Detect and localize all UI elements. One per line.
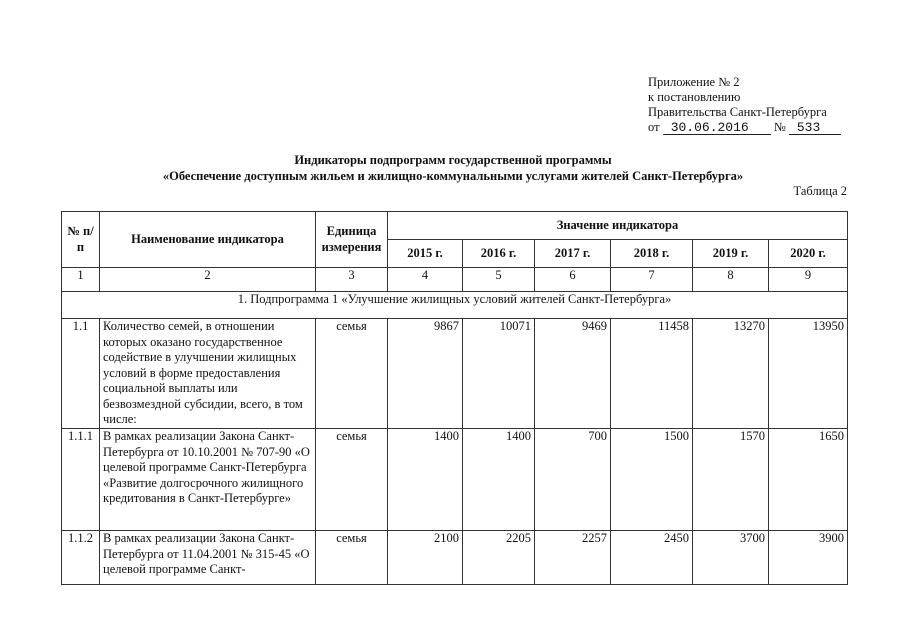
row-value: 700 — [535, 429, 611, 531]
row-unit: семья — [316, 429, 388, 531]
row-value: 1400 — [463, 429, 535, 531]
table-row — [62, 531, 848, 585]
header-value-group: Значение индикатора — [388, 212, 848, 240]
header-year: 2020 г. — [769, 240, 848, 268]
row-value: 2450 — [611, 531, 693, 585]
header-year: 2015 г. — [388, 240, 463, 268]
appendix-line-3: Правительства Санкт-Петербурга — [648, 105, 827, 119]
document-title — [60, 152, 846, 184]
row-value: 3700 — [693, 531, 769, 585]
row-name: В рамках реализации Закона Санкт-Петербурга от 11.04.2001 № 315-45 «О целевой программе Санкт- — [100, 531, 316, 585]
column-index: 9 — [769, 268, 848, 292]
column-index: 7 — [611, 268, 693, 292]
row-value: 1500 — [611, 429, 693, 531]
title-line-1: Индикаторы подпрограмм государственной программы — [294, 153, 612, 167]
row-value: 2257 — [535, 531, 611, 585]
header-num: № п/п — [62, 212, 100, 268]
row-value: 9867 — [388, 319, 463, 429]
handwritten-number: 533 — [789, 121, 841, 135]
row-value: 2100 — [388, 531, 463, 585]
header-year: 2016 г. — [463, 240, 535, 268]
row-value: 11458 — [611, 319, 693, 429]
section-title: 1. Подпрограмма 1 «Улучшение жилищных условий жителей Санкт-Петербурга» — [62, 292, 848, 319]
section-row — [62, 292, 848, 319]
row-value: 1400 — [388, 429, 463, 531]
row-value: 10071 — [463, 319, 535, 429]
header-row-1 — [62, 212, 848, 240]
row-value: 2205 — [463, 531, 535, 585]
row-value: 9469 — [535, 319, 611, 429]
table-label: Таблица 2 — [793, 184, 847, 198]
title-line-2: «Обеспечение доступным жильем и жилищно-коммунальными услугами жителей Санкт-Петербурга» — [162, 169, 744, 183]
row-name: Количество семей, в отношении которых оказано государственное содействие в улучшении жилищных условий в форме предоставления социальной выплаты или безвозмездной субсидии, всего, в том числе: — [100, 319, 316, 429]
row-unit: семья — [316, 319, 388, 429]
column-index: 6 — [535, 268, 611, 292]
row-value: 13270 — [693, 319, 769, 429]
table-row — [62, 429, 848, 531]
column-index: 4 — [388, 268, 463, 292]
header-year: 2019 г. — [693, 240, 769, 268]
column-index-row — [62, 268, 848, 292]
row-value: 13950 — [769, 319, 848, 429]
header-year: 2017 г. — [535, 240, 611, 268]
appendix-date-line — [648, 120, 841, 135]
row-value: 3900 — [769, 531, 848, 585]
row-value: 1570 — [693, 429, 769, 531]
row-value: 1650 — [769, 429, 848, 531]
appendix-line-2: к постановлению — [648, 90, 741, 104]
column-index: 8 — [693, 268, 769, 292]
number-prefix: № — [773, 120, 786, 134]
column-index: 2 — [100, 268, 316, 292]
row-num: 1.1 — [62, 319, 100, 429]
column-index: 5 — [463, 268, 535, 292]
indicators-table — [61, 211, 848, 585]
column-index: 3 — [316, 268, 388, 292]
table-row — [62, 319, 848, 429]
header-unit: Единица измерения — [316, 212, 388, 268]
header-name: Наименование индикатора — [100, 212, 316, 268]
row-name: В рамках реализации Закона Санкт-Петербурга от 10.10.2001 № 707-90 «О целевой программе Санкт-Петербурга «Развитие долгосрочного жилищного кредитования в Санкт-Петербурге» — [100, 429, 316, 531]
appendix-block — [648, 75, 841, 135]
row-num: 1.1.2 — [62, 531, 100, 585]
appendix-line-1: Приложение № 2 — [648, 75, 740, 89]
date-prefix: от — [648, 120, 660, 134]
row-unit: семья — [316, 531, 388, 585]
column-index: 1 — [62, 268, 100, 292]
header-year: 2018 г. — [611, 240, 693, 268]
handwritten-date: 30.06.2016 — [663, 121, 771, 135]
row-num: 1.1.1 — [62, 429, 100, 531]
